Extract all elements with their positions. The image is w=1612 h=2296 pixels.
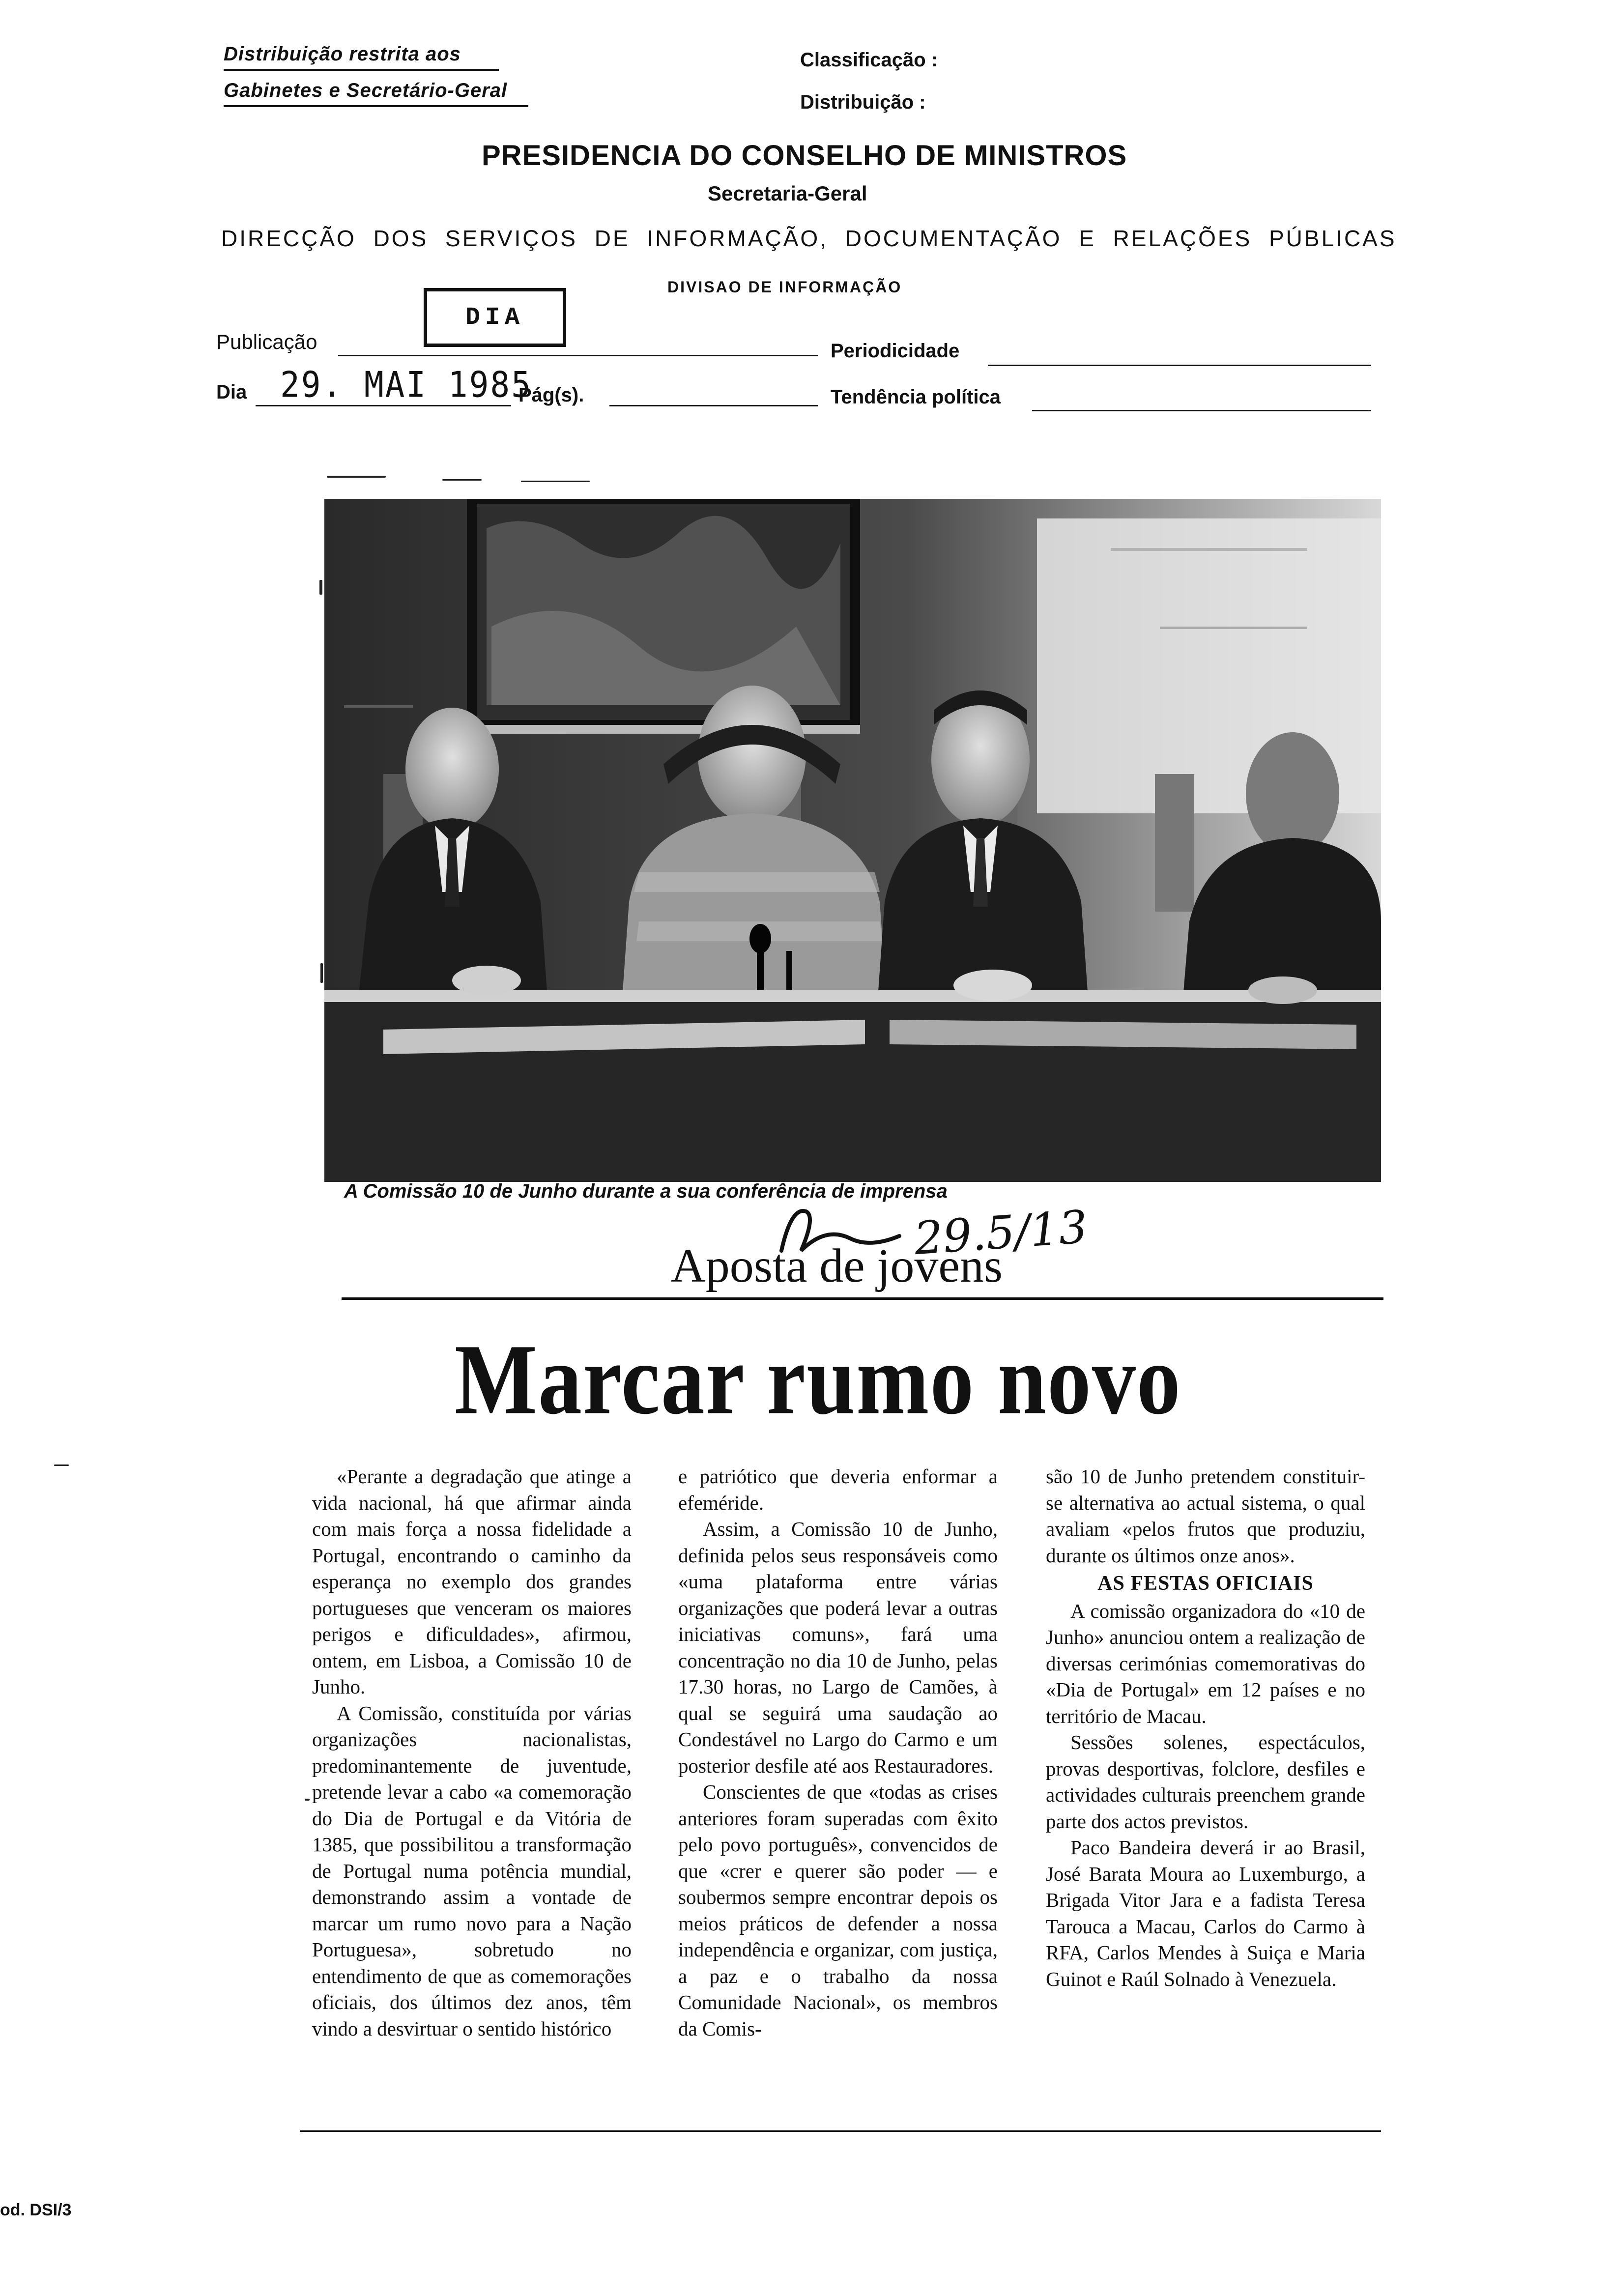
secretariat-title: Secretaria-Geral — [708, 182, 867, 205]
institution-title: PRESIDENCIA DO CONSELHO DE MINISTROS — [482, 140, 1127, 172]
publication-label: Publicação — [216, 330, 317, 353]
article-paragraph: Conscientes de que «todas as crises anteriores foram superadas com êxito pelo povo português», convencidos de que «crer e querer são poder — e soubermos sempre encontrar depois os meios práticos de defender a nossa independência e organizar, com justiça, a paz e o trabalho da nossa Comunidade Nacional», os membros da Comis- — [678, 1780, 998, 2040]
article-column-3 — [1046, 1464, 1365, 1992]
periodicity-fill-line — [988, 365, 1371, 366]
article-column-1 — [312, 1464, 632, 2042]
article-paragraph: Sessões solenes, espectáculos, provas desportivas, folclore, desfiles e actividades culturais preenchem grande parte dos actos previstos. — [1046, 1731, 1365, 1833]
article-paragraph: Assim, a Comissão 10 de Junho, definida pelos seus responsáveis como «uma plataforma entre várias organizações que poderá levar a outras iniciativas comuns», fará uma concentração no dia 10 de Junho, pelas 17.30 horas, no Largo de Camões, à qual se seguirá uma saudação ao Condestável no Largo do Carmo e um posterior desfile até aos Restauradores. — [678, 1518, 998, 1777]
handwritten-note: 29.5/13 — [912, 1200, 1090, 1265]
article-paragraph: A comissão organizadora do «10 de Junho» anunciou ontem a realização de diversas cerimónias comemorativas do «Dia de Portugal» em 12 países e no território de Macau. — [1046, 1599, 1365, 1727]
pages-label: Pág(s). — [518, 384, 584, 406]
press-conference-photo — [324, 499, 1381, 1182]
restriction-underline-2 — [224, 105, 528, 107]
article-kicker: Aposta de jovens — [671, 1239, 1003, 1292]
division-title: DIVISAO DE INFORMAÇÃO — [667, 278, 902, 296]
restriction-note-line1: Distribuição restrita aos — [224, 43, 461, 65]
article-subheading: AS FESTAS OFICIAIS — [1097, 1572, 1314, 1595]
article-paragraph: Paco Bandeira deverá ir ao Brasil, José Barata Moura ao Luxemburgo, a Brigada Vitor Jara e a fadista Teresa Tarouca a Macau, Carlos do Carmo à RFA, Carlos Mendes à Suiça e Maria Guinot e Raúl Solnado à Venezuela. — [1046, 1836, 1365, 1990]
political-fill-line — [1032, 410, 1371, 411]
day-label: Dia — [216, 381, 247, 403]
pages-fill-line — [609, 405, 818, 406]
publication-fill-line — [338, 355, 818, 356]
publication-stamp: DIA — [424, 288, 566, 347]
scan-speck — [327, 476, 386, 478]
scan-speck — [521, 481, 590, 482]
article-paragraph: são 10 de Junho pretendem constituir-se alternativa ao actual sistema, o qual avaliam «pelos frutos que produziu, durante os últimos onze anos». — [1046, 1465, 1365, 1567]
scan-speck — [54, 1464, 69, 1466]
periodicity-label: Periodicidade — [831, 340, 960, 362]
classification-label: Classificação : — [800, 49, 938, 71]
scan-speck — [320, 963, 323, 983]
article-column-2 — [678, 1464, 998, 2042]
form-code: od. DSI/3 — [0, 2201, 72, 2219]
scan-speck — [305, 1799, 310, 1801]
restriction-note-line2: Gabinetes e Secretário-Geral — [224, 80, 508, 101]
date-stamp: 29. MAI 1985 — [280, 364, 532, 405]
article-headline: Marcar rumo novo — [455, 1323, 1181, 1435]
article-paragraph: A Comissão, constituída por várias organizações nacionalistas, predominantemente de juventude, pretende levar a cabo «a comemoração do Dia de Portugal e da Vitória de 1385, que possibilitou a transformação de Portugal numa potência mundial, demonstrando assim a vontade de marcar um rumo novo para a Nação Portuguesa», sobretudo no entendimento de que as comemorações oficiais, dos últimos dez anos, têm vindo a desvirtuar o sentido histórico — [312, 1701, 632, 2040]
article-paragraph: e patriótico que deveria enformar a efeméride. — [678, 1465, 998, 1514]
scan-speck — [442, 479, 482, 481]
political-label: Tendência política — [831, 386, 1001, 408]
restriction-underline-1 — [224, 69, 499, 71]
headline-top-rule — [342, 1297, 1383, 1300]
directorate-title: DIRECÇÃO DOS SERVIÇOS DE INFORMAÇÃO, DOCUMENTAÇÃO E RELAÇÕES PÚBLICAS — [221, 226, 1397, 251]
article-bottom-rule — [300, 2130, 1381, 2132]
article-paragraph: «Perante a degradação que atinge a vida nacional, há que afirmar ainda com mais força a nossa fidelidade a Portugal, encontrando o caminho da esperança no exemplo dos grandes portugueses que venceram os maiores perigos e dificuldades», afirmou, ontem, em Lisboa, a Comissão 10 de Junho. — [312, 1465, 632, 1698]
scan-speck — [319, 580, 322, 595]
distribution-label: Distribuição : — [800, 91, 926, 113]
photo-caption: A Comissão 10 de Junho durante a sua conferência de imprensa — [344, 1180, 948, 1202]
